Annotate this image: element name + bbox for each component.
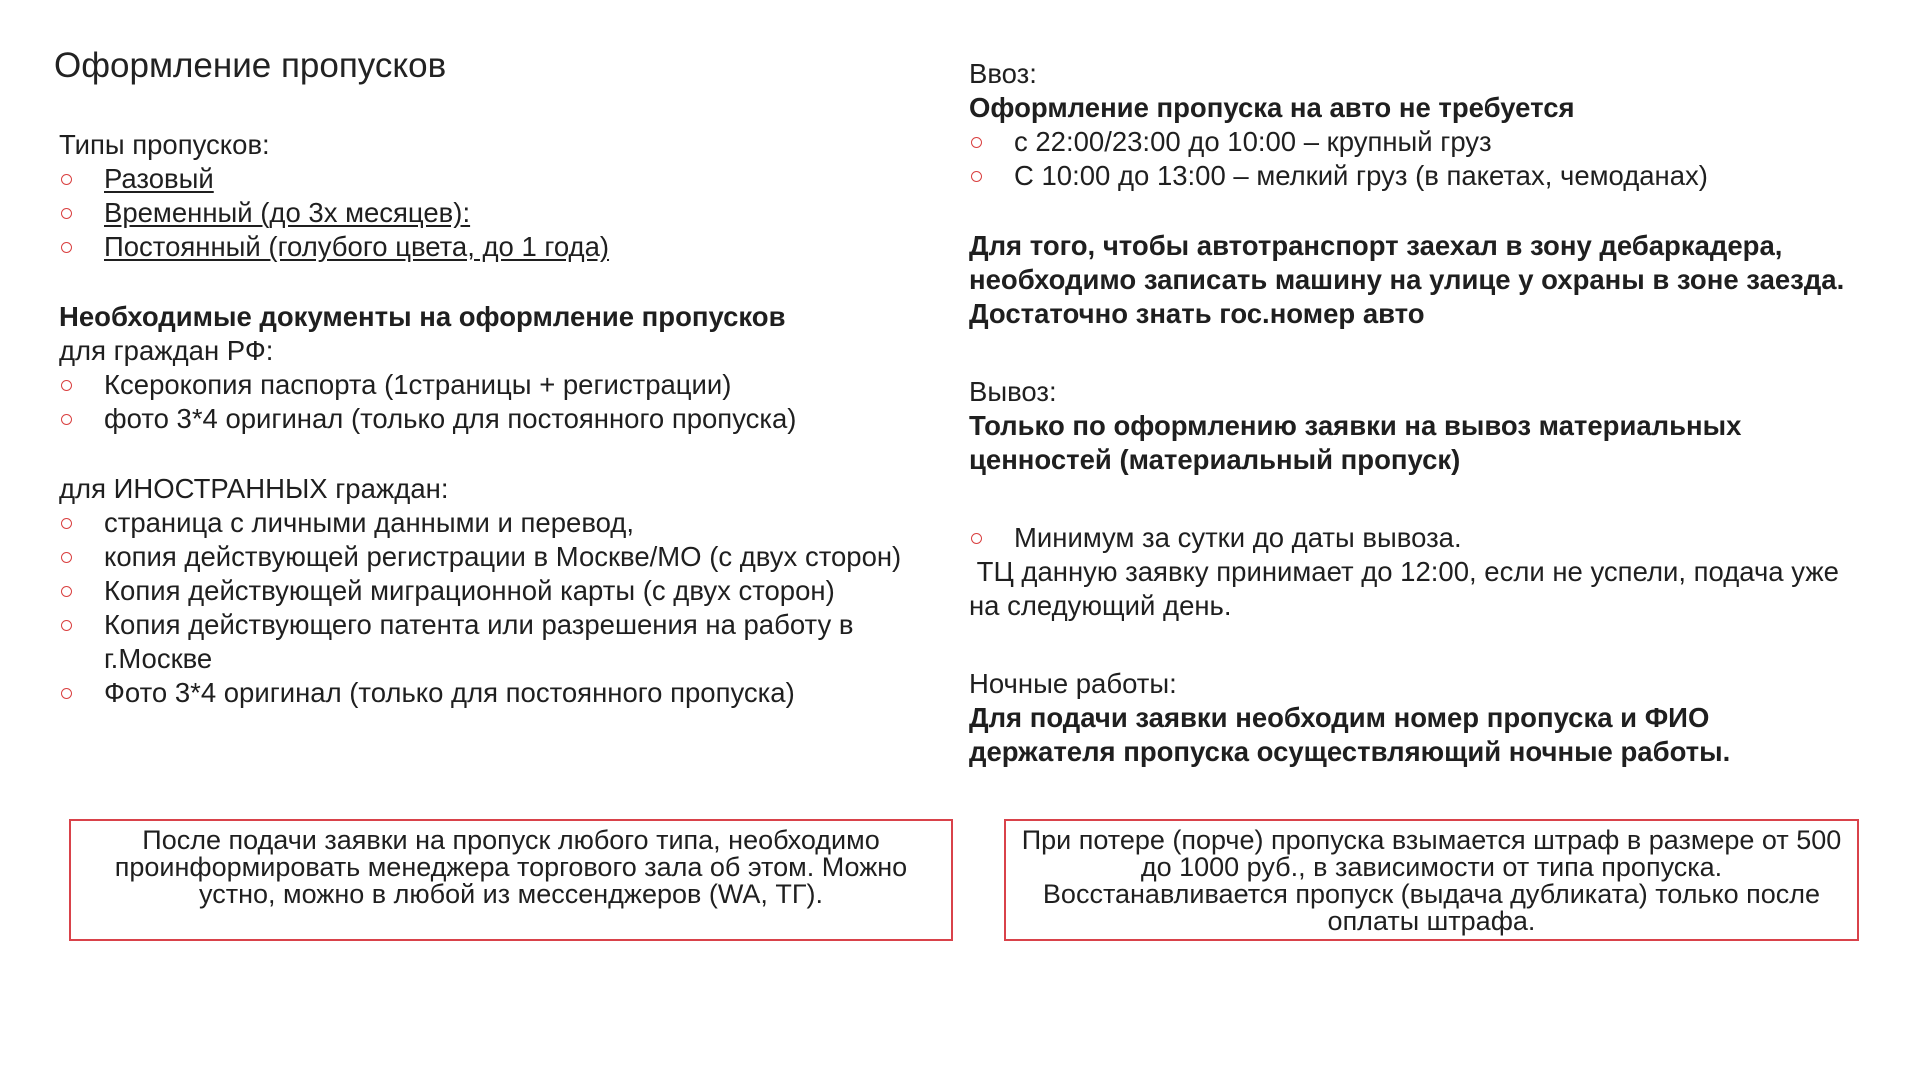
bullet-icon <box>61 586 72 597</box>
list-item[interactable] <box>59 196 919 230</box>
list-item <box>59 676 919 710</box>
pass-types-list <box>59 162 919 264</box>
bullet-icon <box>61 552 72 563</box>
list-item <box>59 506 919 540</box>
list-item <box>59 608 919 676</box>
bullet-icon <box>61 620 72 631</box>
bullet-icon <box>61 518 72 529</box>
pass-type-link[interactable]: Постоянный (голубого цвета, до 1 года) <box>104 231 610 262</box>
bullet-icon <box>61 380 72 391</box>
bullet-icon <box>61 242 72 253</box>
entry-heading: Ввоз: <box>969 58 1037 89</box>
bullet-icon <box>61 174 72 185</box>
notice-box-lost-pass-fine <box>1004 819 1859 941</box>
list-item <box>59 368 919 402</box>
night-work-heading: Ночные работы: <box>969 668 1177 699</box>
list-item-text: страница с личными данными и перевод, <box>104 507 634 538</box>
left-column <box>59 128 919 710</box>
list-item-text: с 22:00/23:00 до 10:00 – крупный груз <box>1014 126 1492 157</box>
bullet-icon <box>61 208 72 219</box>
exit-bold-text: Только по оформлению заявки на вывоз материальных ценностей (материальный пропуск) <box>969 410 1742 475</box>
foreign-documents-list <box>59 506 919 710</box>
bullet-icon <box>971 171 982 182</box>
bullet-icon <box>971 533 982 544</box>
bullet-icon <box>61 414 72 425</box>
vehicle-entry-text: Для того, чтобы автотранспорт заехал в зону дебаркадера, необходимо записать машину на улице у охраны в зоне заезда. Достаточно знать гос.номер авто <box>969 230 1845 329</box>
right-column <box>969 57 1859 769</box>
notice-box-notify-manager <box>69 819 953 941</box>
list-item-text: Копия действующего патента или разрешения на работу в г.Москве <box>104 609 854 674</box>
list-item[interactable] <box>59 162 919 196</box>
exit-heading: Вывоз: <box>969 376 1057 407</box>
entry-bold-text: Оформление пропуска на авто не требуется <box>969 92 1575 123</box>
exit-list <box>969 521 1859 555</box>
list-item <box>59 574 919 608</box>
list-item-text: Минимум за сутки до даты вывоза. <box>1014 522 1462 553</box>
list-item-text: Ксерокопия паспорта (1страницы + регистрации) <box>104 369 732 400</box>
foreign-citizens-heading: для ИНОСТРАННЫХ граждан: <box>59 473 449 504</box>
list-item-text: фото 3*4 оригинал (только для постоянного пропуска) <box>104 403 797 434</box>
pass-type-link[interactable]: Разовый <box>104 163 214 194</box>
pass-type-link[interactable]: Временный (до 3х месяцев): <box>104 197 471 228</box>
entry-list <box>969 125 1859 193</box>
exit-note: ТЦ данную заявку принимает до 12:00, если не успели, подача уже на следующий день. <box>969 556 1847 621</box>
list-item <box>59 402 919 436</box>
list-item-text: копия действующей регистрации в Москве/МО (с двух сторон) <box>104 541 902 572</box>
documents-heading: Необходимые документы на оформление пропусков <box>59 301 786 332</box>
list-item <box>59 540 919 574</box>
list-item-text: Копия действующей миграционной карты (с двух сторон) <box>104 575 835 606</box>
pass-types-heading: Типы пропусков: <box>59 129 270 160</box>
rf-documents-list <box>59 368 919 436</box>
bullet-icon <box>971 137 982 148</box>
notice-text: При потере (порче) пропуска взымается штраф в размере от 500 до 1000 руб., в зависимости от типа пропуска. Восстанавливается пропуск (выдача дубликата) только после оплаты штрафа. <box>1021 825 1842 936</box>
notice-text: После подачи заявки на пропуск любого типа, необходимо проинформировать менеджера торгового зала об этом. Можно устно, можно в любой из мессенджеров (WA, ТГ). <box>114 825 908 909</box>
list-item <box>969 521 1859 555</box>
page-title: Оформление пропусков <box>54 46 447 85</box>
list-item[interactable] <box>59 230 919 264</box>
night-work-bold-text: Для подачи заявки необходим номер пропуска и ФИО держателя пропуска осуществляющий ночные работы. <box>969 702 1731 767</box>
list-item-text: Фото 3*4 оригинал (только для постоянного пропуска) <box>104 677 795 708</box>
list-item <box>969 125 1859 159</box>
list-item-text: С 10:00 до 13:00 – мелкий груз (в пакетах, чемоданах) <box>1014 160 1708 191</box>
bullet-icon <box>61 688 72 699</box>
list-item <box>969 159 1859 193</box>
rf-citizens-heading: для граждан РФ: <box>59 335 274 366</box>
